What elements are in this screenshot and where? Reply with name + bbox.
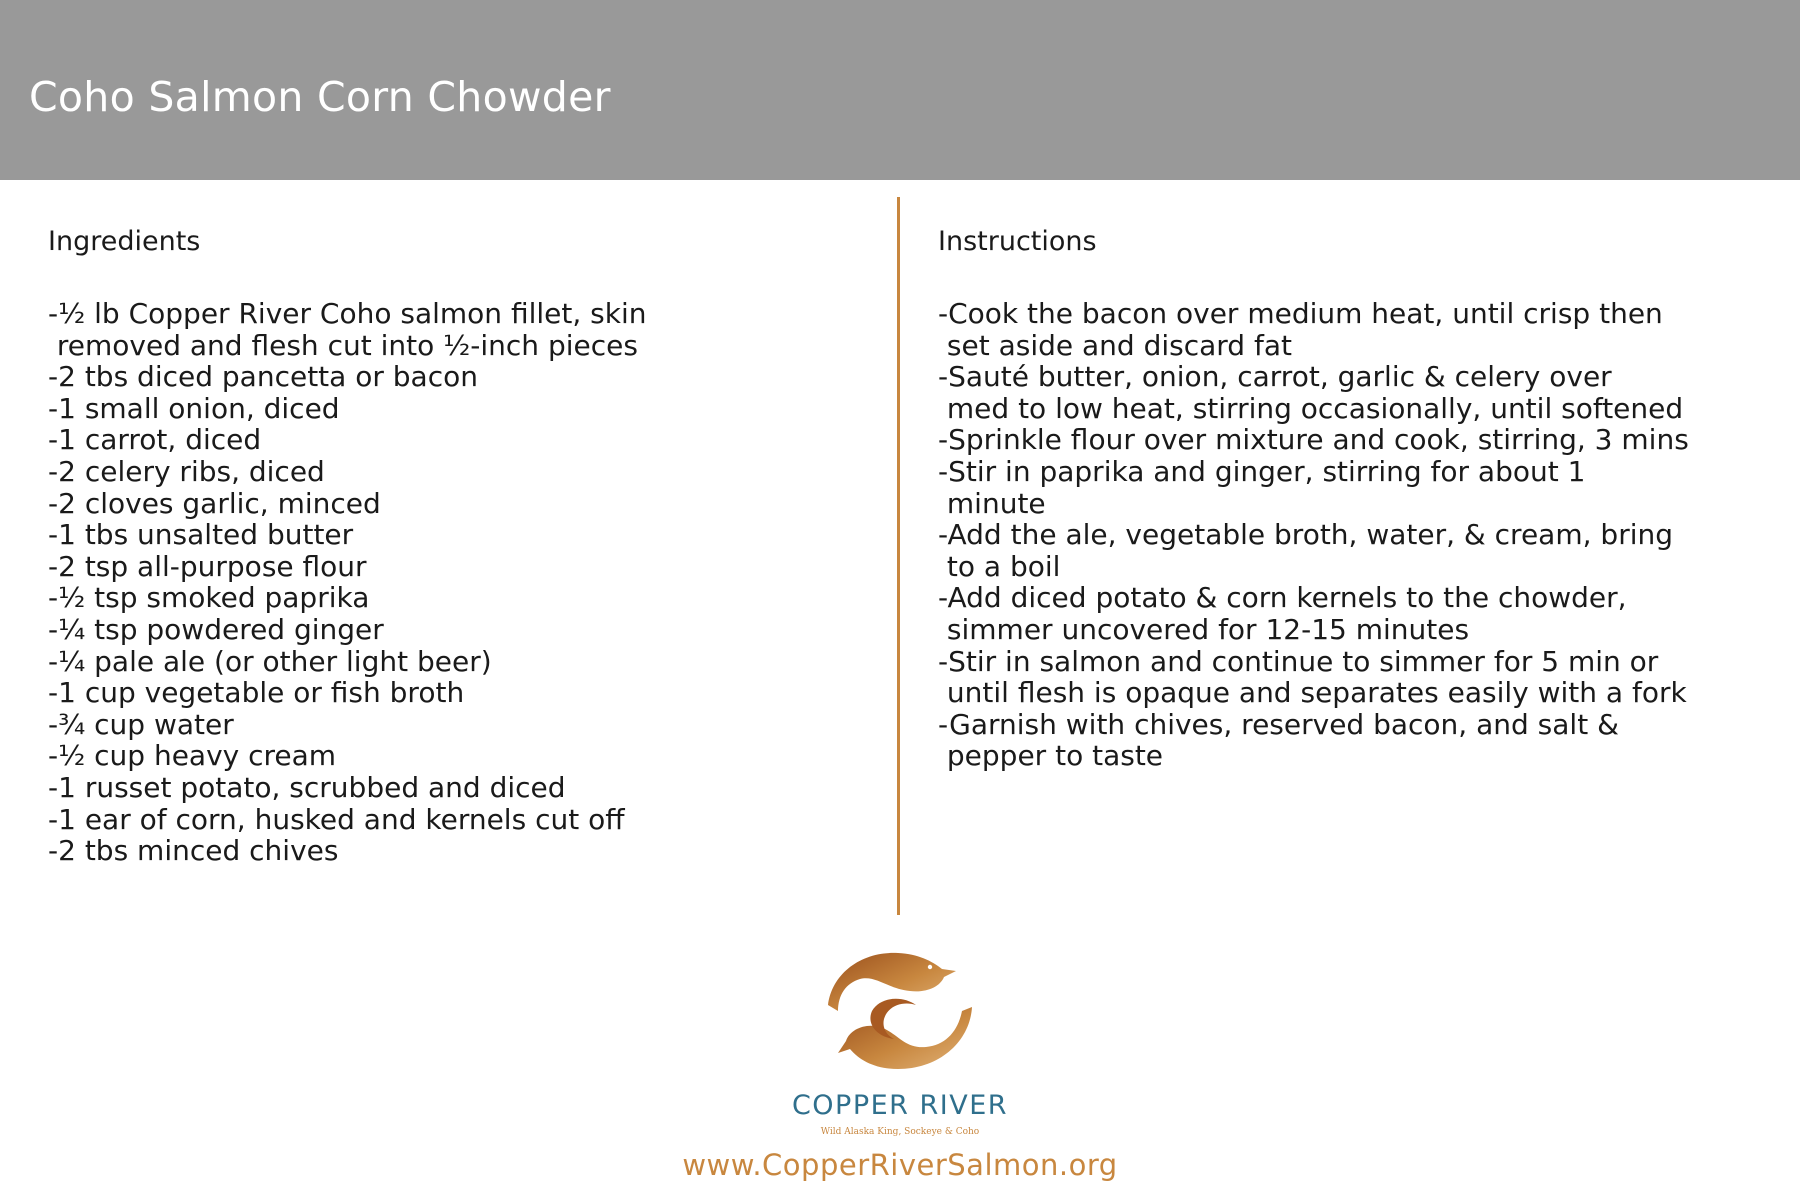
ingredients-list — [48, 298, 868, 867]
list-item: -Add diced potato & corn kernels to the chowder, — [938, 581, 1627, 615]
ingredients-heading: Ingredients — [48, 226, 201, 257]
salmon-eye — [928, 965, 932, 969]
list-item: minute — [938, 486, 1046, 520]
list-item: -1 ear of corn, husked and kernels cut off — [48, 802, 625, 836]
salmon-lower-shape — [838, 1007, 972, 1069]
list-item: -2 celery ribs, diced — [48, 454, 325, 488]
list-item: -2 tbs diced pancetta or bacon — [48, 360, 478, 394]
list-item: simmer uncovered for 12-15 minutes — [938, 612, 1470, 646]
list-item: to a boil — [938, 549, 1061, 583]
list-item: pepper to taste — [938, 739, 1164, 773]
list-item: -Sprinkle flour over mixture and cook, stirring, 3 mins — [938, 423, 1689, 457]
list-item: -¾ cup water — [48, 707, 234, 741]
list-item: -1 cup vegetable or fish broth — [48, 676, 465, 710]
list-item: -2 tbs minced chives — [48, 834, 339, 868]
list-item: -1 russet potato, scrubbed and diced — [48, 770, 566, 804]
page-title: Coho Salmon Corn Chowder — [29, 73, 611, 121]
header-bar — [0, 0, 1800, 180]
list-item: -Stir in salmon and continue to simmer for 5 min or — [938, 644, 1659, 678]
list-item: -Stir in paprika and ginger, stirring for about 1 — [938, 454, 1586, 488]
list-item: -¼ pale ale (or other light beer) — [48, 644, 492, 678]
list-item: -Garnish with chives, reserved bacon, and salt & — [938, 707, 1619, 741]
brand-name: COPPER RIVER — [791, 1090, 1009, 1121]
list-item: -Add the ale, vegetable broth, water, & cream, bring — [938, 518, 1673, 552]
salmon-logo-icon — [780, 945, 1020, 1075]
list-item: -½ tsp smoked paprika — [48, 581, 370, 615]
list-item: -1 carrot, diced — [48, 423, 262, 457]
ingredients-column — [48, 222, 868, 867]
list-item: -½ cup heavy cream — [48, 739, 337, 773]
instructions-column — [938, 222, 1778, 772]
list-item: -Sauté butter, onion, carrot, garlic & celery over — [938, 360, 1612, 394]
list-item: -¼ tsp powdered ginger — [48, 612, 384, 646]
instructions-heading: Instructions — [938, 226, 1097, 257]
list-item: removed and flesh cut into ½-inch pieces — [48, 328, 638, 362]
website-link[interactable]: www.CopperRiverSalmon.org — [682, 1148, 1118, 1182]
list-item: -Cook the bacon over medium heat, until crisp then — [938, 297, 1663, 330]
list-item: -2 cloves garlic, minced — [48, 486, 381, 520]
list-item: -1 small onion, diced — [48, 391, 340, 425]
list-item: set aside and discard fat — [938, 328, 1292, 362]
column-divider — [897, 197, 900, 915]
list-item: -1 tbs unsalted butter — [48, 518, 354, 552]
list-item: -2 tsp all-purpose flour — [48, 549, 367, 583]
salmon-logo-svg — [780, 945, 1020, 1075]
list-item: med to low heat, stirring occasionally, until softened — [938, 391, 1684, 425]
brand-tagline: Wild Alaska King, Sockeye & Coho — [820, 1127, 980, 1137]
list-item: until flesh is opaque and separates easily with a fork — [938, 676, 1687, 710]
instructions-list — [938, 298, 1778, 772]
list-item: -½ lb Copper River Coho salmon fillet, skin — [48, 297, 647, 330]
